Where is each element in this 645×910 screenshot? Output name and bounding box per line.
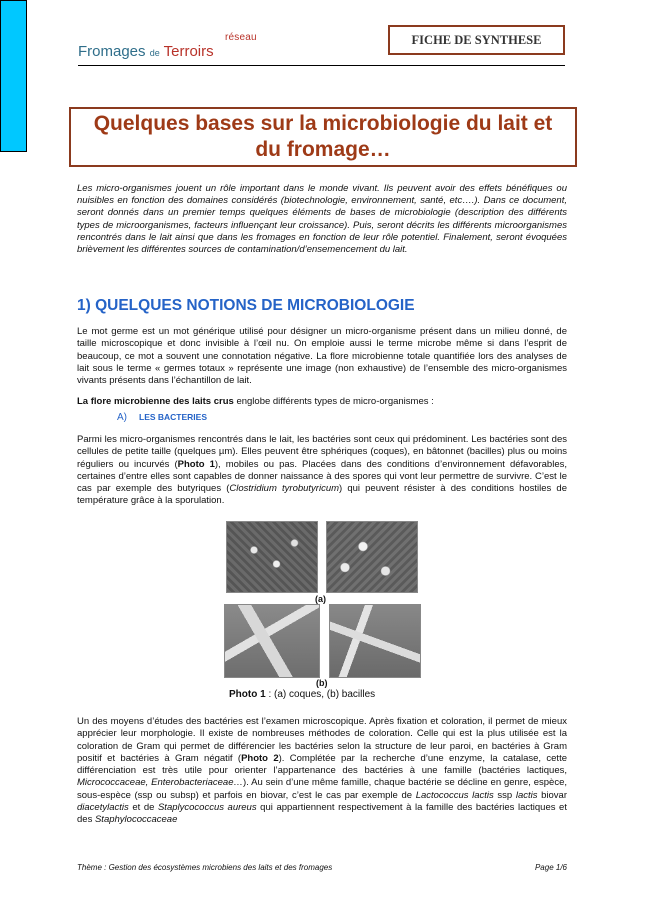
section-heading: 1) QUELQUES NOTIONS DE MICROBIOLOGIE xyxy=(77,297,415,314)
text-run: ). Complétée par la recherche d’une enzyme, la catalase, cette différenciation est très utile pour orienter l’appartenance des bactéries à une famille (bactéries lactiques, xyxy=(77,752,567,777)
text-run: ssp xyxy=(493,789,516,801)
photo-label-b: (b) xyxy=(316,678,328,688)
text-run: qui appartiennent respectivement à la famille des bactéries lactiques et des xyxy=(77,802,567,826)
text-run: et de xyxy=(128,802,158,814)
footer-page-number: Page 1/6 xyxy=(534,863,567,872)
photo-coques-2 xyxy=(326,521,418,593)
reseau-fromages-terroirs-logo xyxy=(78,32,268,72)
flore-rest: englobe différents types de micro-organismes : xyxy=(233,396,434,407)
logo-terroirs: Terroirs xyxy=(163,43,214,60)
species-name: diacetylactis xyxy=(77,802,129,814)
cyan-margin-bar xyxy=(0,0,27,152)
page-footer xyxy=(77,863,567,872)
family-name: Micrococcaceae, Enterobacteriaceae… xyxy=(77,777,244,789)
photo-bacilles-1 xyxy=(224,604,320,678)
text-run: Un des moyens d’études des bactéries est l’examen microscopique. Après fixation et coloration, il permet de mieux apprécier leur morphologie. Il existe de nombreuses méthodes de coloration. Celle qui est la plus utilisée est la coloration de Gram qui permet de différencier les bactéries selon la structure de leur paroi, en bactéries à Gram positif et bactéries à Gram négatif ( xyxy=(77,716,567,764)
document-title: Quelques bases sur la microbiologie du lait et du fromage… xyxy=(69,107,577,167)
text-run: biovar xyxy=(537,789,568,801)
text-run: ), mobiles ou pas. Placées dans des conditions d’environnement défavorables, certaines d’entre elles sont capables de donner naissance à des spores qui vont leur permettre de survivre. C’est le cas par exemple des butyriques ( xyxy=(77,458,567,495)
logo-reseau: réseau xyxy=(225,32,257,43)
header-rule xyxy=(78,65,565,66)
subsection-bacteries xyxy=(117,412,207,423)
photo-coques-1 xyxy=(226,521,318,593)
photo-label-a: (a) xyxy=(315,594,326,604)
paragraph-bacteries xyxy=(77,434,567,508)
text-run: ) qui peuvent résister à des conditions hostiles de température grâce à la sporulation. xyxy=(77,483,567,507)
footer-theme: Thème : Gestion des écosystèmes microbiens des laits et des fromages xyxy=(77,863,333,872)
photo-caption-rest: : (a) coques, (b) bacilles xyxy=(265,689,376,700)
logo-fromages: Fromages xyxy=(78,43,146,60)
paragraph-flore xyxy=(77,396,567,408)
paragraph-germe: Le mot germe est un mot générique utilisé pour désigner un micro-organisme présent dans un milieu donné, de taille microscopique et donc invisible à l’œil nu. On emploie aussi le terme microbe même si dans l’esprit de beaucoup, ce mot a souvent une connotation négative. La flore microbienne totale quantifiée lors des analyses de lait sous le terme « germes totaux » représente une image (non exhaustive) de l’ensemble des micro-organismes vivants présents dans l’échantillon de lait. xyxy=(77,326,567,387)
photo-bacilles-2 xyxy=(329,604,421,678)
text-run: ). Au sein d’une même famille, chaque bactérie se décline en genre, espèce, sous-espèce (ssp ou subsp) et parfois en biovar, c’est le cas par exemple de xyxy=(77,777,568,801)
species-name: Lactococcus lactis xyxy=(415,789,494,801)
logo-wordmark xyxy=(78,43,214,60)
flore-bold: La flore microbienne des laits crus xyxy=(77,396,234,407)
photo-ref: Photo 2 xyxy=(241,752,279,764)
photo-caption xyxy=(229,689,375,700)
species-name: Staplycococcus aureus xyxy=(157,802,257,814)
species-name: lactis xyxy=(515,789,538,801)
fiche-label: FICHE DE SYNTHESE xyxy=(388,25,565,55)
family-name: Staphylococcaceae xyxy=(94,814,178,826)
subsection-letter: A) xyxy=(117,412,127,423)
intro-paragraph: Les micro-organismes jouent un rôle important dans le monde vivant. Ils peuvent avoir des effets bénéfiques ou nuisibles en fonction des domaines considérés (biotechnologie, environnement, santé, etc….). Dans ce document, seront donnés dans un premier temps quelques éléments de bases de microbiologie (description des différents types de microorganismes, facteurs influençant leur croissance). Puis, seront décrits les différents microorganismes rencontrés dans le lait ainsi que dans les fromages en fonction de leur rôle potentiel. Finalement, seront évoquées brièvement les différentes sources de contamination/d’ensemencement du lait. xyxy=(77,183,567,256)
species-name: Clostridium tyrobutyricum xyxy=(229,483,340,495)
photo-caption-bold: Photo 1 xyxy=(229,689,266,700)
text-run: Parmi les micro-organismes rencontrés dans le lait, les bactéries sont ceux qui prédominent. Les bactéries sont des cellules de petite taille (quelques µm). Elles peuvent être sphériques (coques), en bâtonnet (bacilles) plus ou moins réguliers ou incurvés ( xyxy=(77,434,567,470)
paragraph-gram xyxy=(77,716,567,827)
photo-ref: Photo 1 xyxy=(177,458,215,470)
subsection-label: LES BACTERIES xyxy=(139,412,208,422)
logo-de: de xyxy=(149,48,160,58)
